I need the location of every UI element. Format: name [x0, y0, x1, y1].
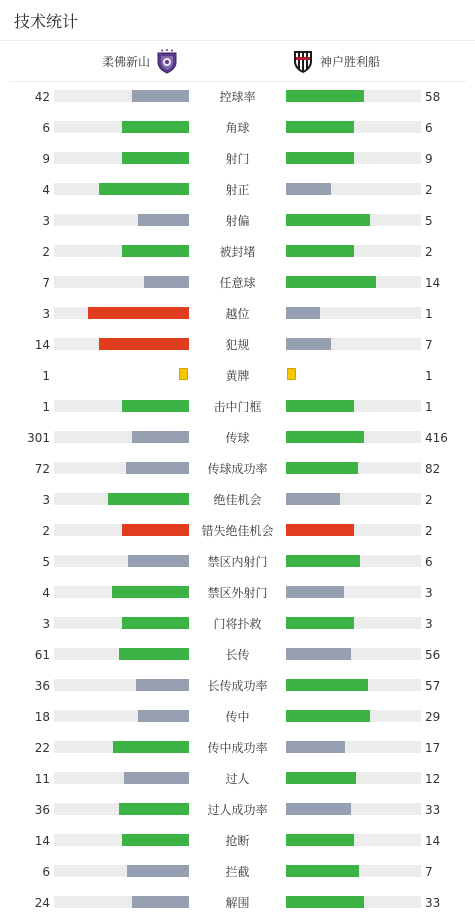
home-bar-track: [54, 90, 189, 102]
away-value: 33: [425, 896, 441, 910]
stat-row: [0, 764, 475, 795]
home-bar-track: [54, 803, 189, 815]
stat-label: 解围: [225, 896, 250, 910]
away-bar-track: [286, 617, 421, 629]
home-bar-fill: [132, 90, 189, 102]
away-value: 57: [425, 679, 441, 693]
stat-label: 传球成功率: [207, 462, 268, 476]
away-bar-fill: [286, 431, 364, 443]
stat-row: [0, 795, 475, 826]
home-value: 301: [27, 431, 50, 445]
home-value: 1: [42, 369, 50, 383]
away-bar-track: [286, 152, 421, 164]
stat-label: 绝佳机会: [213, 493, 262, 507]
away-bar-fill: [286, 896, 364, 908]
home-bar-track: [54, 493, 189, 505]
stat-label: 击中门框: [213, 400, 262, 414]
home-value: 9: [42, 152, 50, 166]
home-bar-fill: [122, 400, 190, 412]
home-bar-fill: [144, 276, 189, 288]
away-value: 3: [425, 617, 433, 631]
stat-row: [0, 144, 475, 175]
away-bar-track: [286, 493, 421, 505]
away-bar-fill: [286, 90, 364, 102]
home-bar-track: [54, 834, 189, 846]
away-bar-track: [286, 431, 421, 443]
away-value: 2: [425, 183, 433, 197]
away-bar-fill: [286, 648, 351, 660]
away-bar-fill: [286, 400, 354, 412]
away-bar-fill: [286, 338, 331, 350]
home-bar-fill: [124, 772, 189, 784]
home-bar-fill: [122, 152, 190, 164]
away-bar-track: [286, 803, 421, 815]
stat-label: 长传成功率: [207, 679, 268, 693]
home-team-name: 柔佛新山: [101, 54, 150, 69]
home-bar-fill: [99, 338, 189, 350]
stat-label: 射正: [225, 183, 250, 197]
home-bar-fill: [88, 307, 189, 319]
home-bar-track: [54, 462, 189, 474]
stat-row: [0, 733, 475, 764]
away-value: 12: [425, 772, 441, 786]
away-bar-fill: [286, 679, 368, 691]
home-bar-track: [54, 307, 189, 319]
away-bar-fill: [286, 493, 340, 505]
stat-row: [0, 113, 475, 144]
away-bar-track: [286, 400, 421, 412]
home-bar-track: [54, 555, 189, 567]
stat-row: [0, 578, 475, 609]
home-bar-fill: [126, 462, 189, 474]
away-value: 17: [425, 741, 441, 755]
away-bar-fill: [286, 555, 360, 567]
away-value: 2: [425, 245, 433, 259]
title-bar: [0, 0, 475, 41]
home-bar-fill: [112, 586, 189, 598]
home-value: 4: [42, 586, 50, 600]
stat-label: 禁区外射门: [207, 586, 268, 600]
away-value: 58: [425, 90, 441, 104]
away-bar-fill: [286, 183, 331, 195]
stat-label: 门将扑救: [213, 617, 262, 631]
home-value: 3: [42, 214, 50, 228]
stat-row: [0, 454, 475, 485]
home-yellow-card-icon: [179, 368, 188, 380]
home-value: 61: [34, 648, 50, 662]
stat-row: [0, 485, 475, 516]
away-bar-track: [286, 865, 421, 877]
stat-label: 传中成功率: [207, 741, 268, 755]
stat-label: 错失绝佳机会: [201, 524, 274, 538]
stat-label: 被封堵: [219, 245, 256, 259]
home-value: 22: [34, 741, 50, 755]
away-bar-fill: [286, 741, 345, 753]
stat-label: 越位: [225, 307, 250, 321]
away-bar-fill: [286, 803, 351, 815]
away-bar-track: [286, 555, 421, 567]
stat-label: 角球: [225, 121, 250, 135]
stat-row: [0, 237, 475, 268]
away-bar-fill: [286, 834, 354, 846]
home-value: 6: [42, 121, 50, 135]
stat-label: 长传: [225, 648, 250, 662]
away-bar-fill: [286, 462, 358, 474]
stat-label: 犯规: [225, 338, 250, 352]
away-bar-track: [286, 90, 421, 102]
home-bar-fill: [122, 617, 190, 629]
home-value: 4: [42, 183, 50, 197]
home-bar-track: [54, 214, 189, 226]
home-bar-fill: [136, 679, 189, 691]
away-bar-fill: [286, 121, 354, 133]
away-value: 7: [425, 865, 433, 879]
away-bar-track: [286, 772, 421, 784]
away-bar-fill: [286, 245, 354, 257]
stat-row: [0, 392, 475, 423]
home-team-crest-icon: [156, 48, 178, 74]
away-bar-fill: [286, 586, 344, 598]
away-value: 29: [425, 710, 441, 724]
home-value: 18: [34, 710, 50, 724]
stat-row: [0, 609, 475, 640]
away-bar-track: [286, 121, 421, 133]
away-bar-track: [286, 462, 421, 474]
home-bar-fill: [99, 183, 189, 195]
home-bar-track: [54, 710, 189, 722]
home-bar-track: [54, 121, 189, 133]
home-bar-fill: [138, 214, 189, 226]
home-bar-track: [54, 524, 189, 536]
stat-row: [0, 547, 475, 578]
away-bar-track: [286, 338, 421, 350]
home-value: 14: [34, 338, 50, 352]
home-bar-track: [54, 896, 189, 908]
away-bar-track: [286, 214, 421, 226]
away-bar-track: [286, 183, 421, 195]
away-value: 416: [425, 431, 448, 445]
home-bar-track: [54, 183, 189, 195]
home-bar-track: [54, 865, 189, 877]
home-bar-fill: [127, 865, 189, 877]
away-bar-fill: [286, 307, 320, 319]
home-bar-track: [54, 648, 189, 660]
stat-row: [0, 671, 475, 702]
away-bar-fill: [286, 152, 354, 164]
home-value: 72: [34, 462, 50, 476]
home-bar-fill: [128, 555, 189, 567]
teams-header: [9, 41, 466, 82]
away-value: 1: [425, 400, 433, 414]
away-bar-track: [286, 245, 421, 257]
away-value: 5: [425, 214, 433, 228]
stat-label: 传中: [225, 710, 250, 724]
away-team-name: 神户胜利船: [320, 54, 381, 69]
home-bar-track: [54, 338, 189, 350]
home-value: 5: [42, 555, 50, 569]
home-value: 24: [34, 896, 50, 910]
home-bar-fill: [138, 710, 189, 722]
away-bar-track: [286, 648, 421, 660]
away-value: 6: [425, 555, 433, 569]
home-value: 6: [42, 865, 50, 879]
away-value: 1: [425, 307, 433, 321]
home-bar-track: [54, 586, 189, 598]
away-value: 7: [425, 338, 433, 352]
away-bar-track: [286, 741, 421, 753]
home-value: 36: [34, 679, 50, 693]
home-value: 2: [42, 524, 50, 538]
home-bar-fill: [122, 834, 190, 846]
stat-label: 任意球: [219, 276, 256, 290]
away-value: 14: [425, 834, 441, 848]
away-bar-fill: [286, 214, 370, 226]
home-bar-track: [54, 276, 189, 288]
home-bar-fill: [122, 245, 190, 257]
stat-row: [0, 857, 475, 888]
away-value: 3: [425, 586, 433, 600]
away-bar-fill: [286, 710, 370, 722]
home-value: 11: [34, 772, 50, 786]
away-bar-fill: [286, 865, 359, 877]
stat-row: [0, 330, 475, 361]
stat-label: 过人成功率: [207, 803, 268, 817]
home-bar-track: [54, 400, 189, 412]
home-bar-track: [54, 245, 189, 257]
home-bar-track: [54, 152, 189, 164]
home-bar-fill: [108, 493, 189, 505]
stat-label: 拦截: [225, 865, 250, 879]
home-value: 7: [42, 276, 50, 290]
home-bar-track: [54, 617, 189, 629]
stat-label: 射偏: [225, 214, 250, 228]
away-team[interactable]: [292, 41, 380, 81]
home-bar-fill: [119, 803, 189, 815]
away-bar-track: [286, 679, 421, 691]
stat-row: [0, 516, 475, 547]
away-bar-track: [286, 524, 421, 536]
stat-row: [0, 702, 475, 733]
home-bar-fill: [132, 431, 189, 443]
stat-label: 禁区内射门: [207, 555, 268, 569]
stats-list: [0, 82, 475, 919]
away-bar-fill: [286, 524, 354, 536]
stat-label: 过人: [225, 772, 250, 786]
stat-row: [0, 361, 475, 392]
home-bar-track: [54, 741, 189, 753]
stat-label: 控球率: [219, 90, 256, 104]
away-value: 6: [425, 121, 433, 135]
home-value: 1: [42, 400, 50, 414]
away-value: 9: [425, 152, 433, 166]
home-team[interactable]: [102, 41, 178, 81]
stat-row: [0, 299, 475, 330]
page-title: 技术统计: [14, 11, 79, 31]
away-value: 33: [425, 803, 441, 817]
away-bar-track: [286, 834, 421, 846]
home-value: 3: [42, 617, 50, 631]
home-bar-track: [54, 431, 189, 443]
home-value: 42: [34, 90, 50, 104]
stat-row: [0, 826, 475, 857]
away-value: 2: [425, 524, 433, 538]
stat-label: 抢断: [225, 834, 250, 848]
home-bar-fill: [113, 741, 189, 753]
away-yellow-card-icon: [287, 368, 296, 380]
home-value: 3: [42, 493, 50, 507]
home-bar-fill: [132, 896, 189, 908]
home-bar-track: [54, 679, 189, 691]
stat-row: [0, 82, 475, 113]
away-value: 2: [425, 493, 433, 507]
stat-row: [0, 175, 475, 206]
away-bar-track: [286, 896, 421, 908]
away-value: 82: [425, 462, 441, 476]
stat-label: 射门: [225, 152, 250, 166]
stat-row: [0, 206, 475, 237]
home-bar-fill: [122, 524, 190, 536]
home-bar-fill: [122, 121, 190, 133]
away-bar-track: [286, 276, 421, 288]
stat-label: 黄牌: [225, 369, 250, 383]
home-value: 2: [42, 245, 50, 259]
away-bar-track: [286, 710, 421, 722]
away-bar-track: [286, 586, 421, 598]
away-team-crest-icon: [292, 48, 314, 74]
away-value: 1: [425, 369, 433, 383]
away-value: 56: [425, 648, 441, 662]
home-value: 3: [42, 307, 50, 321]
away-bar-fill: [286, 772, 356, 784]
stat-row: [0, 423, 475, 454]
away-value: 14: [425, 276, 441, 290]
home-value: 14: [34, 834, 50, 848]
stat-row: [0, 888, 475, 919]
stat-row: [0, 640, 475, 671]
stat-label: 传球: [225, 431, 250, 445]
away-bar-fill: [286, 276, 376, 288]
home-value: 36: [34, 803, 50, 817]
away-bar-track: [286, 307, 421, 319]
stat-row: [0, 268, 475, 299]
away-bar-fill: [286, 617, 354, 629]
home-bar-track: [54, 772, 189, 784]
home-bar-fill: [119, 648, 189, 660]
